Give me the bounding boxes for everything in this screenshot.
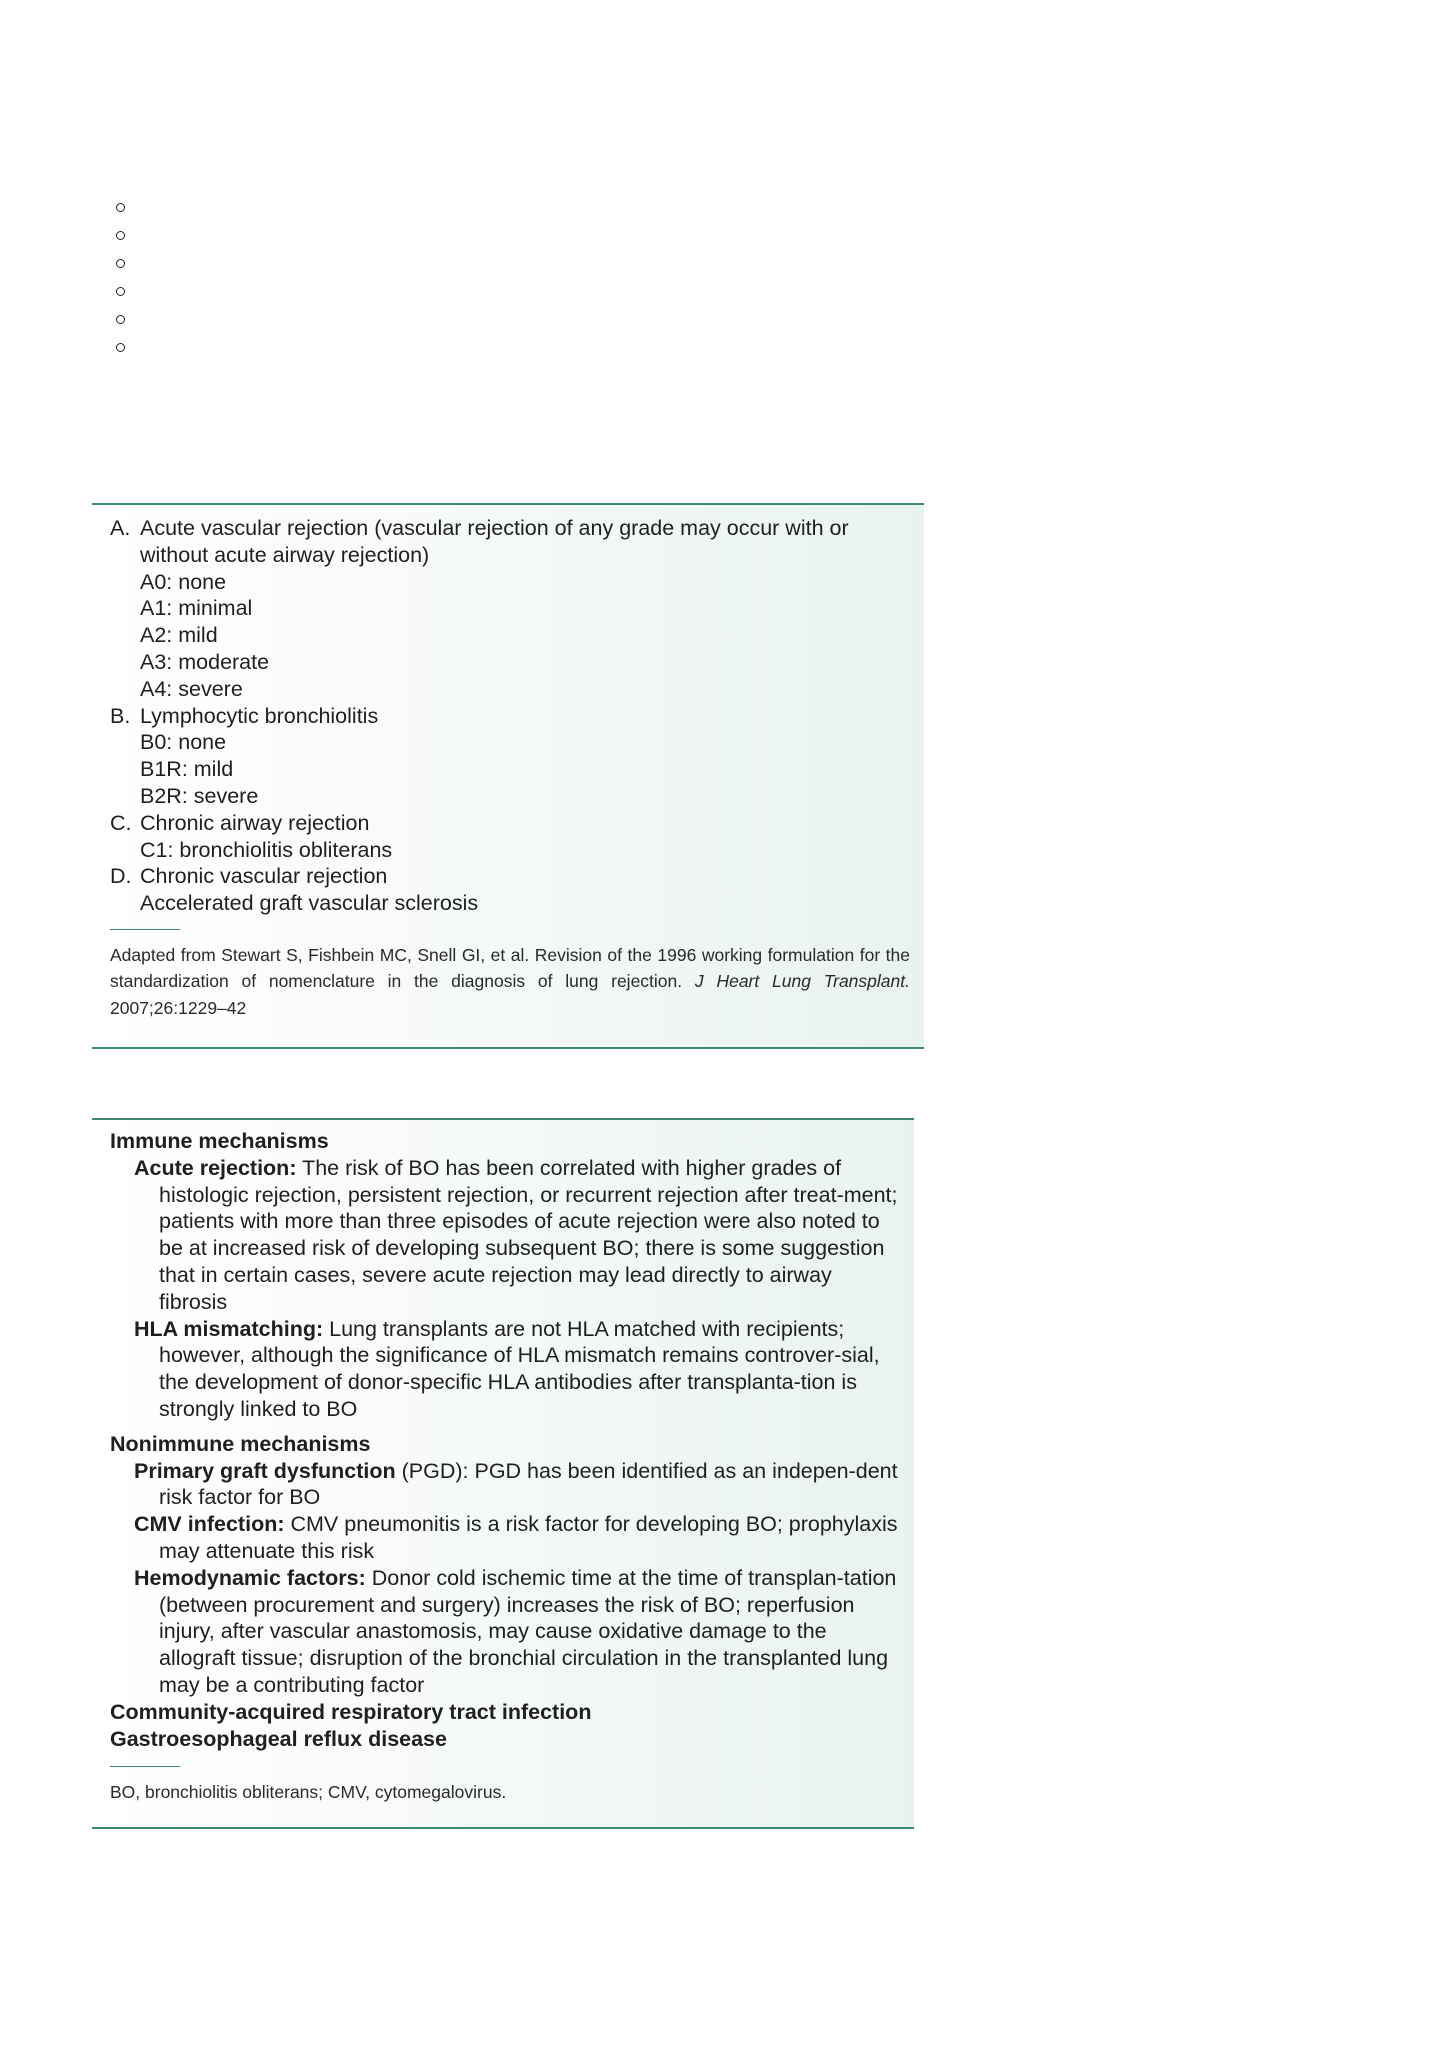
rejection-grading-content [110, 515, 910, 1021]
footnote-divider [110, 1766, 180, 1767]
acute-rejection-entry [110, 1155, 898, 1316]
source-year: 2007;26:1229–42 [110, 997, 247, 1018]
grade-d-item: Accelerated graft vascular sclerosis [140, 891, 479, 916]
nonimmune-heading: Nonimmune mechanisms [110, 1431, 371, 1456]
source-journal: J Heart Lung Transplant. [694, 971, 910, 992]
source-citation: Adapted from Stewart S, Fishbein MC, Snell GI, et al. Revision of the 1996 working formulation for the standardization of nomenclature in the diagnosis of lung rejection. [110, 944, 910, 992]
community-infection: Community-acquired respiratory tract infection [110, 1699, 592, 1724]
section-d-label: D. [110, 864, 132, 889]
section-c-text: Chronic airway rejection [140, 810, 370, 835]
hla-mismatch-label: HLA mismatching: [134, 1316, 324, 1341]
section-a-text-line1: Acute vascular rejection (vascular rejection of any grade may occur with or [140, 516, 849, 540]
bullet-icon [116, 231, 125, 240]
section-c [110, 810, 910, 837]
section-b-text: Lymphocytic bronchiolitis [140, 703, 379, 728]
section-d-text: Chronic vascular rejection [140, 864, 388, 889]
acute-rejection-label: Acute rejection: [134, 1155, 297, 1180]
hla-mismatch-entry [110, 1316, 898, 1423]
cmv-entry [110, 1511, 898, 1565]
cmv-label: CMV infection: [134, 1512, 285, 1537]
pgd-entry [110, 1458, 898, 1512]
grade-a0: A0: none [140, 569, 227, 594]
abbreviations-footnote: BO, bronchiolitis obliterans; CMV, cytomegalovirus. [110, 1782, 507, 1803]
section-a-text-line2: without acute airway rejection) [140, 542, 430, 567]
rejection-grading-table [92, 503, 924, 1049]
section-a-label: A. [110, 516, 131, 540]
section-c-label: C. [110, 810, 132, 835]
grade-b0: B0: none [140, 730, 227, 755]
hemodynamic-label: Hemodynamic factors: [134, 1565, 366, 1590]
bo-risk-factors-table [92, 1118, 914, 1829]
hla-mismatch-text: Lung transplants are not HLA matched with recipients; however, although the significance of HLA mismatch remains controver-sial, the development of donor-specific HLA antibodies after transplanta-tion is strongly linked to BO [159, 1316, 880, 1421]
bullet-icon [116, 203, 125, 212]
grade-a2: A2: mild [140, 623, 218, 648]
grade-a1: A1: minimal [140, 596, 253, 621]
grade-b1r: B1R: mild [140, 757, 234, 782]
bullet-icon [116, 259, 125, 268]
immune-heading: Immune mechanisms [110, 1129, 329, 1153]
section-b [110, 703, 910, 730]
gerd: Gastroesophageal reflux disease [110, 1726, 447, 1751]
section-d [110, 863, 910, 890]
section-a [110, 515, 910, 542]
grade-a3: A3: moderate [140, 649, 270, 674]
table-source [110, 942, 910, 1022]
footnote-divider [110, 929, 180, 930]
grade-a4: A4: severe [140, 676, 243, 701]
hemodynamic-entry [110, 1565, 898, 1699]
cmv-text: CMV pneumonitis is a risk factor for developing BO; prophylaxis may attenuate this risk [159, 1512, 898, 1563]
grade-c1: C1: bronchiolitis obliterans [140, 837, 393, 862]
bo-risk-factors-content [110, 1128, 898, 1805]
pgd-text: (PGD): PGD has been identified as an indepen-dent risk factor for BO [159, 1458, 898, 1510]
bullet-icon [116, 343, 125, 352]
acute-rejection-text: The risk of BO has been correlated with higher grades of histologic rejection, persistent rejection, or recurrent rejection after treat-ment; patients with more than three episodes of acute rejection were also noted to be at increased risk of developing subsequent BO; there is some suggestion that in certain cases, severe acute rejection may lead directly to airway fibrosis [159, 1155, 898, 1314]
bullet-icon [116, 287, 125, 296]
grade-b2r: B2R: severe [140, 783, 259, 808]
bullet-icon [116, 315, 125, 324]
hemodynamic-text: Donor cold ischemic time at the time of transplan-tation (between procurement and surgery) increases the risk of BO; reperfusion injury, after vascular anastomosis, may cause oxidative damage to the allograft tissue; disruption of the bronchial circulation in the transplanted lung may be a contributing factor [159, 1565, 897, 1697]
section-b-label: B. [110, 703, 131, 728]
pgd-label: Primary graft dysfunction [134, 1458, 396, 1483]
